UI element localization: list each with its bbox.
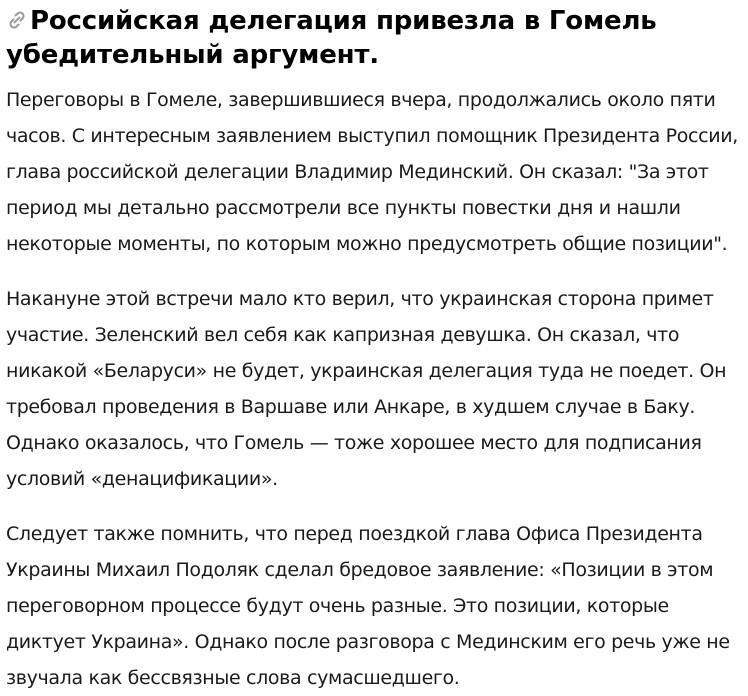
article bbox=[6, 4, 748, 696]
article-paragraph-3: Следует также помнить, что перед поездкой глава Офиса Президента Украины Михаил Подоляк сделал бредовое заявление: «Позиции в этом переговорном процессе будут очень разные. Это позиции, которые диктует Украина». Однако после разговора с Мединским его речь уже не звучала как бессвязные слова сумасшедшего. bbox=[6, 523, 730, 689]
article-title-text: Российская делегация привезла в Гомель убедительный аргумент. bbox=[6, 6, 657, 70]
link-icon[interactable] bbox=[6, 9, 28, 31]
article-title bbox=[6, 4, 748, 72]
article-paragraph-2: Накануне этой встречи мало кто верил, что украинская сторона примет участие. Зеленский вел себя как капризная девушка. Он сказал, что никакой «Беларуси» не будет, украинская делегация туда не поедет. Он требовал проведения в Варшаве или Анкаре, в худшем случае в Баку. Однако оказалось, что Гомель — тоже хорошее место для подписания условий «денацификации». bbox=[6, 288, 727, 490]
article-paragraph-1: Переговоры в Гомеле, завершившиеся вчера, продолжались около пяти часов. С интересным заявлением выступил помощник Президента России, глава российской делегации Владимир Мединский. Он сказал: "За этот период мы детально рассмотрели все пункты повестки дня и нашли некоторые моменты, по которым можно предусмотреть общие позиции". bbox=[6, 89, 738, 255]
